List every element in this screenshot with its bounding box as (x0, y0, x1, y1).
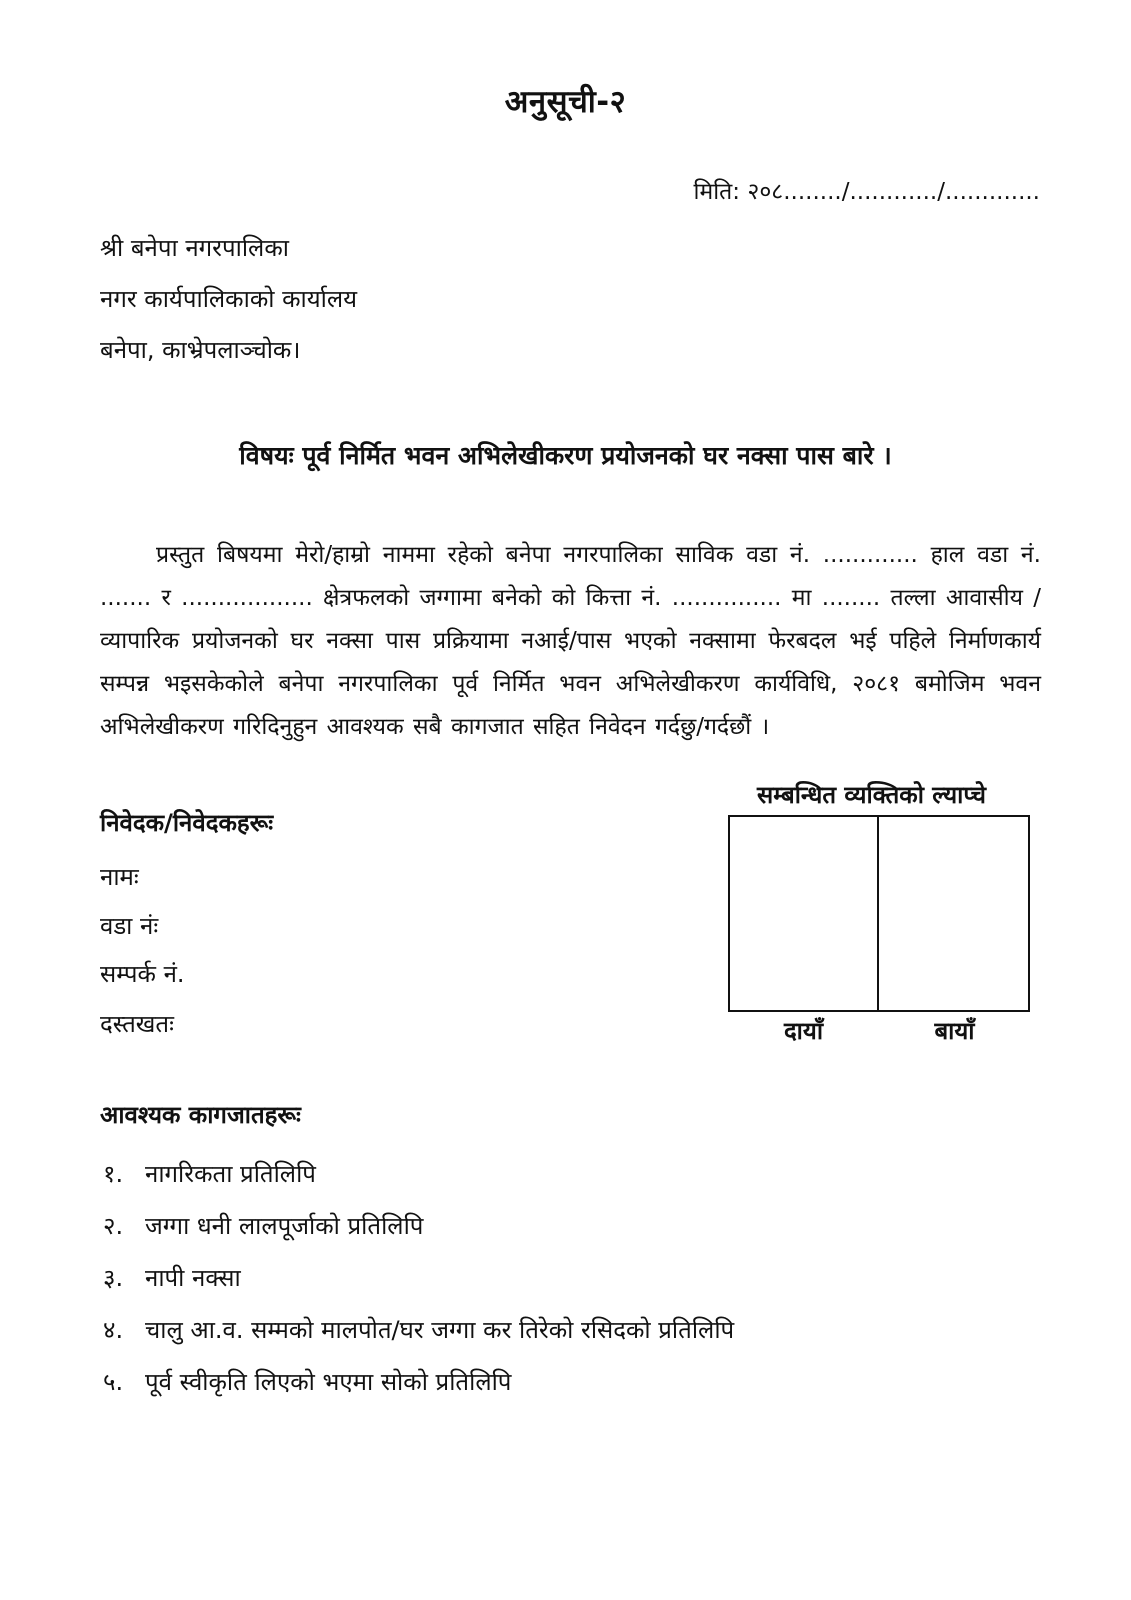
name-field-label: नामः (100, 863, 139, 891)
page-title: अनुसूची-२ (504, 84, 627, 120)
document-item-number: ५. (103, 1368, 124, 1396)
applicant-heading: निवेदक/निवेदकहरूः (100, 809, 274, 837)
left-thumb-label: बायाँ (934, 1017, 975, 1045)
address-line-municipality: श्री बनेपा नगरपालिका (100, 234, 289, 262)
address-line-district: बनेपा, काभ्रेपलाञ्चोक। (100, 336, 301, 364)
document-item-number: १. (103, 1160, 124, 1188)
document-item-number: २. (103, 1212, 124, 1240)
thumbprint-box (728, 815, 1030, 1012)
application-paragraph: प्रस्तुत बिषयमा मेरो/हाम्रो नाममा रहेको बनेपा नगरपालिका साविक वडा नं. ............. हाल वडा नं. ....... र .................. क्षेत्रफलको जग्गामा बनेको को कित्ता नं. ............... मा ........ तल्ला आवासीय /व्यापारिक प्रयोजनको घर नक्सा पास प्रक्रियामा नआई/पास भएको नक्सामा फेरबदल भई पहिले निर्माणकार्य सम्पन्न भइसकेकोले बनेपा नगरपालिका पूर्व निर्मित भवन अभिलेखीकरण कार्यविधि, २०८१ बमोजिम भवन अभिलेखीकरण गरिदिनुहुन आवश्यक सबै कागजात सहित निवेदन गर्दछु/गर्दछौं । (100, 542, 1041, 740)
document-item (103, 1261, 241, 1294)
document-item (103, 1157, 316, 1190)
document-item-text: चालु आ.व. सम्मको मालपोत/घर जग्गा कर तिरेको रसिदको प्रतिलिपि (145, 1316, 735, 1344)
address-line-office: नगर कार्यपालिकाको कार्यालय (100, 285, 358, 313)
address-block (100, 228, 357, 381)
contact-number-field-label: सम्पर्क नं. (100, 960, 185, 988)
subject-line: विषयः पूर्व निर्मित भवन अभिलेखीकरण प्रयोजनको घर नक्सा पास बारे । (239, 441, 892, 470)
document-item (103, 1365, 511, 1398)
thumbprint-heading: सम्बन्धित व्यक्तिको ल्याप्चे (756, 781, 986, 809)
thumbprint-labels (728, 1014, 1030, 1047)
document-item-number: ४. (103, 1316, 124, 1344)
document-item-text: जग्गा धनी लालपूर्जाको प्रतिलिपि (145, 1212, 424, 1240)
document-item (103, 1313, 734, 1346)
document-item-number: ३. (103, 1264, 124, 1292)
document-item-text: नापी नक्सा (145, 1264, 241, 1292)
signature-field-label: दस्तखतः (100, 1010, 174, 1038)
document-item-text: पूर्व स्वीकृति लिएको भएमा सोको प्रतिलिपि (145, 1368, 512, 1396)
left-thumbprint-cell (879, 817, 1028, 1010)
documents-heading: आवश्यक कागजातहरूः (100, 1101, 301, 1129)
right-thumb-label: दायाँ (783, 1017, 824, 1045)
ward-number-field-label: वडा नंः (100, 912, 159, 940)
document-item-text: नागरिकता प्रतिलिपि (145, 1160, 316, 1188)
date-line: मिति: २०८......../............/............. (693, 179, 1040, 205)
document-item (103, 1209, 423, 1242)
right-thumbprint-cell (730, 817, 879, 1010)
